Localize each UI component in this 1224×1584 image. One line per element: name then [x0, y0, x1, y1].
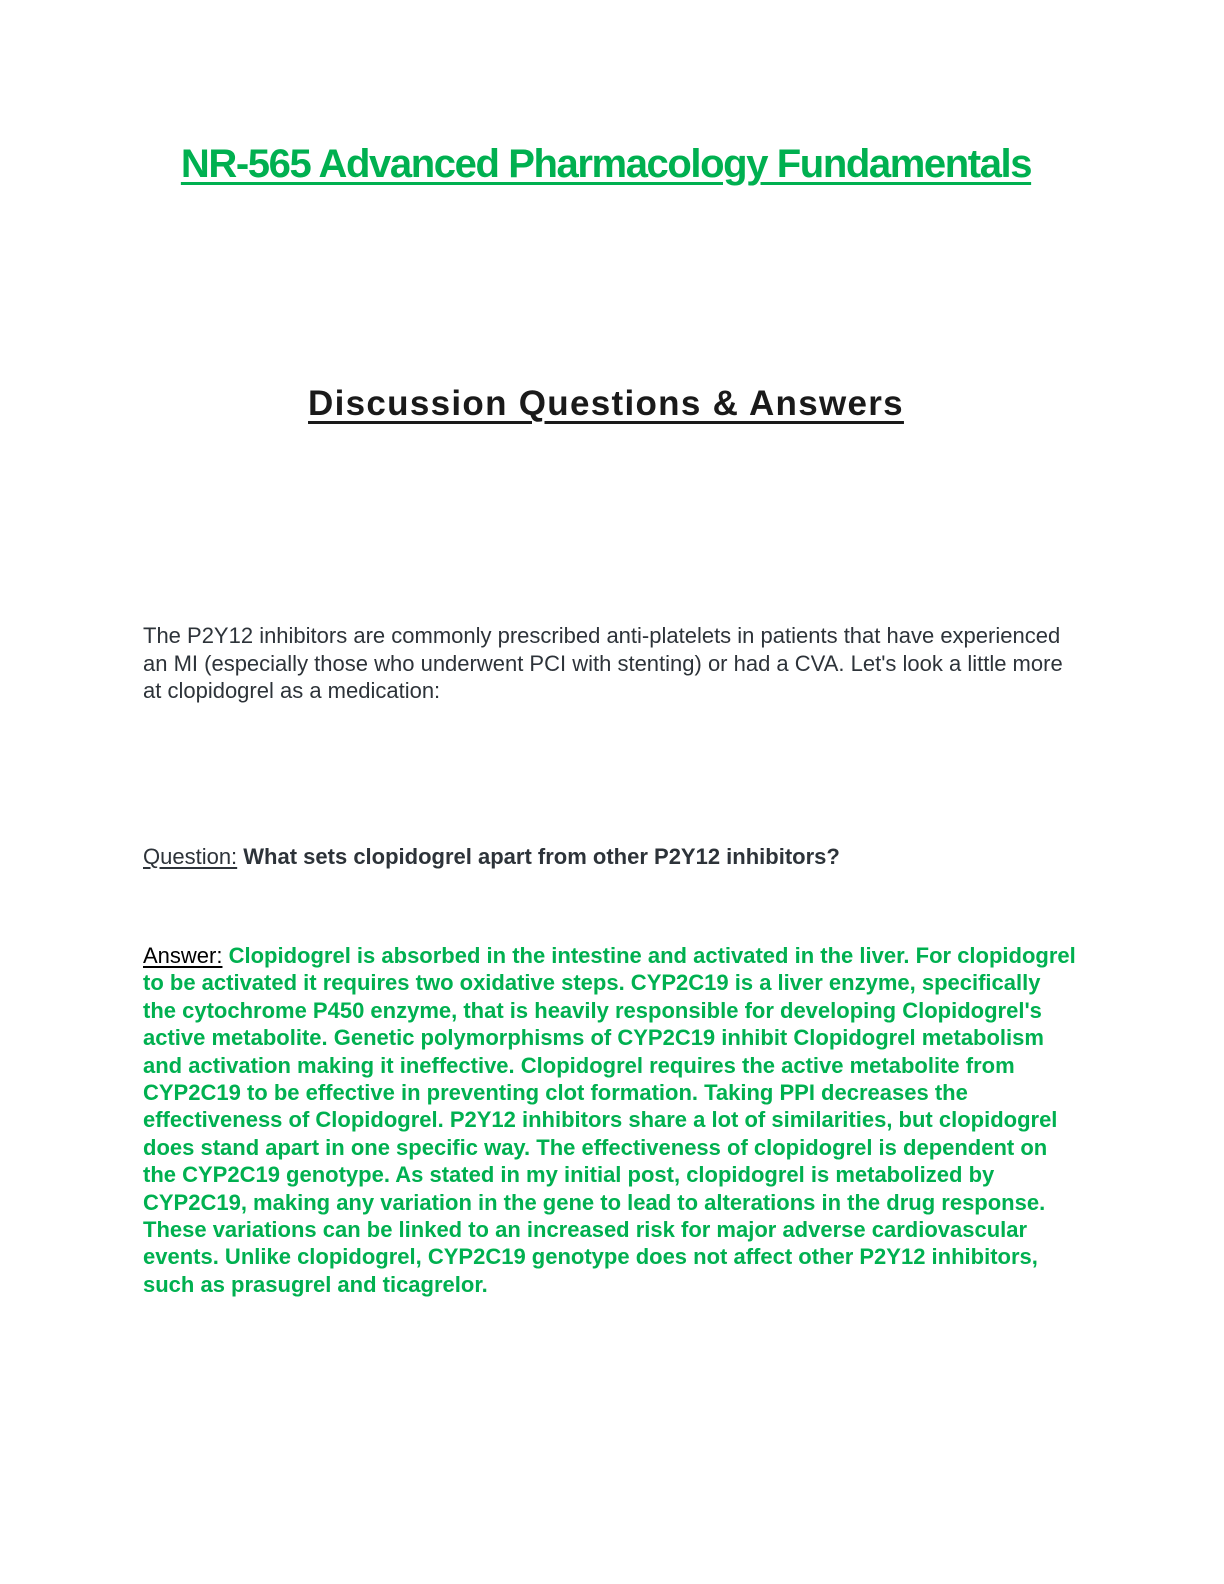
answer-label: Answer: — [143, 943, 223, 968]
answer-text: Clopidogrel is absorbed in the intestine and activated in the liver. For clopidogrel to be activated it requires two oxidative steps. CYP2C19 is a liver enzyme, specifically the cytochrome P450 enzyme, that is heavily responsible for developing Clopidogrel's active metabolite. Genetic polymorphisms of CYP2C19 inhibit Clopidogrel metabolism and activation making it ineffective. Clopidogrel requires the active metabolite from CYP2C19 to be effective in preventing clot formation. Taking PPI decreases the effectiveness of Clopidogrel. P2Y12 inhibitors share a lot of similarities, but clopidogrel does stand apart in one specific way. The effectiveness of clopidogrel is dependent on the CYP2C19 genotype. As stated in my initial post, clopidogrel is metabolized by CYP2C19, making any variation in the gene to lead to alterations in the drug response. These variations can be linked to an increased risk for major adverse cardiovascular events. Unlike clopidogrel, CYP2C19 genotype does not affect other P2Y12 inhibitors, such as prasugrel and ticagrelor. — [143, 943, 1076, 1297]
question-text: What sets clopidogrel apart from other P2Y12 inhibitors? — [243, 844, 840, 869]
answer-paragraph — [143, 942, 1078, 1298]
intro-paragraph: The P2Y12 inhibitors are commonly prescribed anti-platelets in patients that have experienced an MI (especially those who underwent PCI with stenting) or had a CVA. Let's look a little more at clopidogrel as a medication: — [143, 623, 1063, 703]
document-title: NR-565 Advanced Pharmacology Fundamentals — [180, 142, 1032, 186]
question-label: Question: — [143, 844, 238, 869]
question-paragraph — [143, 843, 1083, 870]
document-subtitle: Discussion Questions & Answers — [308, 384, 904, 423]
